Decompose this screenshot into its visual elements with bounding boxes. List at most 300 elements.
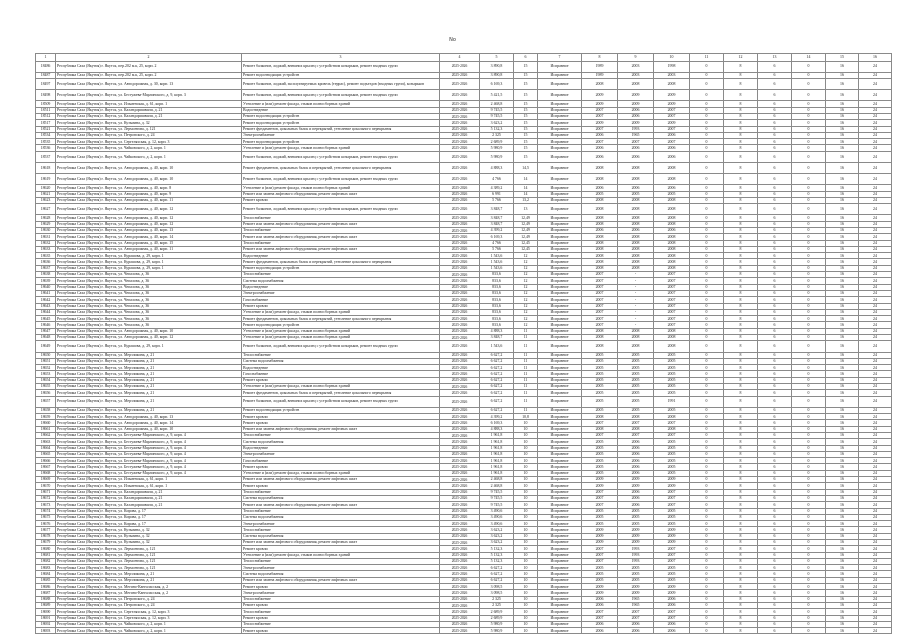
table-cell: 8 xyxy=(724,414,758,420)
table-cell: 18684 xyxy=(36,571,56,577)
table-cell: 2005 xyxy=(654,458,690,464)
table-cell: 16 xyxy=(826,132,859,138)
table-cell: 8 xyxy=(724,396,758,407)
table-cell: 16 xyxy=(826,72,859,78)
table-cell: Исправное xyxy=(538,272,582,278)
table-cell: Ремонт или замена лифтового оборудования, ремонт лифтовых шахт xyxy=(242,191,440,197)
table-cell: 8 xyxy=(724,221,758,227)
table-cell: 2007 xyxy=(582,126,618,132)
table-cell: 4 888,3 xyxy=(480,426,514,432)
table-cell: 2005 xyxy=(582,565,618,571)
table-cell: 18637 xyxy=(36,265,56,271)
table-cell: 2007 xyxy=(582,303,618,309)
table-cell: Теплоснабжение xyxy=(242,352,440,358)
table-cell: 0 xyxy=(690,101,724,107)
table-cell: 0 xyxy=(690,577,724,583)
table-cell: 18661 xyxy=(36,426,56,432)
table-cell: Республика Саха (Якутия) г. Якутск, ул. Каландаришвили, д. 21 xyxy=(56,113,242,119)
table-cell: 8 xyxy=(724,101,758,107)
table-cell: 0 xyxy=(792,303,826,309)
table-cell: 0 xyxy=(690,72,724,78)
table-cell: Республика Саха (Якутия) г. Якутск, ул. Мерзликина, д. 21 xyxy=(56,571,242,577)
table-cell: 18660 xyxy=(36,420,56,426)
table-cell: 16 xyxy=(826,390,859,396)
table-cell: 0 xyxy=(690,126,724,132)
table-cell: Республика Саха (Якутия) г. Якутск, ул. Мерзликина, д. 21 xyxy=(56,377,242,383)
table-cell: 3 848,7 xyxy=(480,215,514,221)
table-cell: 16 xyxy=(826,458,859,464)
table-cell: 24 xyxy=(859,265,892,271)
table-cell: 2006 xyxy=(582,132,618,138)
table-cell: 24 xyxy=(859,458,892,464)
table-cell: 0 xyxy=(792,432,826,438)
table-cell: 0 xyxy=(792,120,826,126)
table-cell: 6 627,2 xyxy=(480,352,514,358)
table-cell: Исправное xyxy=(538,527,582,533)
table-cell: Водоотведение xyxy=(242,284,440,290)
table-cell: 2008 xyxy=(654,328,690,334)
table-cell: 0 xyxy=(690,533,724,539)
table-cell: 0 xyxy=(792,602,826,608)
table-cell: 8 xyxy=(724,596,758,602)
table-body xyxy=(36,61,892,634)
table-cell: Республика Саха (Якутия) г. Якутск, ул. Мерзликина, д. 21 xyxy=(56,371,242,377)
table-cell: Электроснабжение xyxy=(242,451,440,457)
table-cell: 11 xyxy=(514,341,538,352)
table-cell: 0 xyxy=(792,514,826,520)
table-cell: 6 xyxy=(758,191,792,197)
table-cell: 6 xyxy=(758,284,792,290)
table-cell: 3 623,2 xyxy=(480,120,514,126)
table-cell: 0 xyxy=(792,483,826,489)
table-cell: 2005 xyxy=(618,352,654,358)
table-cell: 10 xyxy=(514,609,538,615)
table-cell: 2025-2026 xyxy=(440,162,480,173)
table-cell: 8 xyxy=(724,546,758,552)
table-cell: 8 xyxy=(724,185,758,191)
table-cell: 2006 xyxy=(582,621,618,627)
table-cell: 12 xyxy=(514,297,538,303)
table-cell: 2025-2026 xyxy=(440,527,480,533)
table-cell: Исправное xyxy=(538,101,582,107)
table-cell: 16 xyxy=(826,521,859,527)
table-cell: 8 xyxy=(724,162,758,173)
table-cell: 16 xyxy=(826,602,859,608)
table-cell: 2008 xyxy=(582,414,618,420)
table-cell: 12,49 xyxy=(514,227,538,233)
table-cell: 6 xyxy=(758,390,792,396)
table-cell: Электроснабжение xyxy=(242,590,440,596)
table-cell: Утепление и (или) ремонт фасада, стыков полносборных зданий xyxy=(242,470,440,476)
table-cell: 2025-2026 xyxy=(440,615,480,621)
table-cell: 2005 xyxy=(582,464,618,470)
table-cell: 2007 xyxy=(582,615,618,621)
table-cell: Система водоснабжения xyxy=(242,533,440,539)
table-cell: 10,8 xyxy=(514,414,538,420)
table-cell: 8 xyxy=(724,335,758,341)
table-cell: Республика Саха (Якутия) г. Якутск, ул. Мерзликина, д. 21 xyxy=(56,383,242,389)
table-cell: 2005 xyxy=(654,377,690,383)
table-cell: 0 xyxy=(792,227,826,233)
table-cell: 8 xyxy=(724,139,758,145)
table-cell: Республика Саха (Якутия) г. Якутск, ул. Автодорожная, д. 40, корп. 10 xyxy=(56,174,242,185)
table-cell: Исправное xyxy=(538,78,582,89)
table-cell: 2005 xyxy=(618,521,654,527)
table-cell: 2025-2026 xyxy=(440,107,480,113)
table-cell: 2009 xyxy=(582,90,618,101)
table-cell: Исправное xyxy=(538,615,582,621)
table-cell: 10 xyxy=(514,577,538,583)
table-cell: 18674 xyxy=(36,508,56,514)
table-cell: 0 xyxy=(792,396,826,407)
table-cell: 2007 xyxy=(582,272,618,278)
table-cell: 8 xyxy=(724,341,758,352)
table-cell: 2009 xyxy=(582,477,618,483)
table-cell: 2009 xyxy=(582,540,618,546)
table-cell: Утепление и (или) ремонт фасада, стыков полносборных зданий xyxy=(242,101,440,107)
table-cell: 8 xyxy=(724,61,758,72)
table-cell: 0 xyxy=(792,72,826,78)
table-cell: Республика Саха (Якутия) г. Якутск, ул. Мерзликина, д. 21 xyxy=(56,358,242,364)
table-cell: 24 xyxy=(859,390,892,396)
table-cell: 8 xyxy=(724,278,758,284)
table-cell: 0 xyxy=(792,132,826,138)
table-cell: 24 xyxy=(859,204,892,215)
table-cell: 14 xyxy=(514,174,538,185)
table-cell: Республика Саха (Якутия) г. Якутск, ул. Петровского, д. 24 xyxy=(56,596,242,602)
table-cell: 8 xyxy=(724,602,758,608)
table-cell: 2007 xyxy=(582,546,618,552)
table-cell: 2008 xyxy=(654,240,690,246)
table-cell: Республика Саха (Якутия) г. Якутск, ул. Мегино-Кангаласская, д. 2 xyxy=(56,584,242,590)
table-cell: Исправное xyxy=(538,162,582,173)
table-cell: Исправное xyxy=(538,316,582,322)
table-cell: 3 890,8 xyxy=(480,72,514,78)
table-row xyxy=(36,341,892,352)
table-cell: Республика Саха (Якутия) г. Якутск, ул. Чепалова, д. 36 xyxy=(56,284,242,290)
table-cell: 16 xyxy=(826,495,859,501)
table-cell: 6 xyxy=(758,72,792,78)
table-cell: Республика Саха (Якутия) г. Якутск, ул. Курашова, д. 29, корп. 1 xyxy=(56,265,242,271)
table-cell: 3 623,2 xyxy=(480,540,514,546)
table-cell: 2006 xyxy=(582,151,618,162)
table-cell: 2009 xyxy=(618,477,654,483)
table-cell: 24 xyxy=(859,477,892,483)
table-cell: 16 xyxy=(826,78,859,89)
table-cell: 4 766 xyxy=(480,240,514,246)
table-cell: 0 xyxy=(792,508,826,514)
table-cell: 24 xyxy=(859,72,892,78)
table-cell: 2007 xyxy=(654,495,690,501)
table-cell: 2007 xyxy=(654,309,690,315)
table-cell: - xyxy=(618,309,654,315)
table-cell: 8 xyxy=(724,284,758,290)
table-cell: 2025-2026 xyxy=(440,477,480,483)
table-cell: 8 xyxy=(724,420,758,426)
table-cell: 16 xyxy=(826,328,859,334)
table-cell: Ремонт балконов, лоджий, внешних крылец с устройством козырьков, ремонт входных групп xyxy=(242,396,440,407)
table-cell: 24 xyxy=(859,322,892,328)
table-cell: 2007 xyxy=(618,615,654,621)
column-header: 3 xyxy=(242,54,440,62)
table-cell: Исправное xyxy=(538,414,582,420)
table-cell: 2025-2026 xyxy=(440,303,480,309)
table-cell: Республика Саха (Якутия) г. Якутск, ул. Автодорожная, д. 40, корп. 12 xyxy=(56,215,242,221)
table-cell: 2003 xyxy=(654,72,690,78)
table-cell: 2025-2026 xyxy=(440,596,480,602)
table-cell: 2025-2026 xyxy=(440,253,480,259)
table-cell: 2025-2026 xyxy=(440,533,480,539)
table-cell: 0 xyxy=(690,558,724,564)
table-cell: 16 xyxy=(826,365,859,371)
table-cell: 0 xyxy=(792,191,826,197)
table-cell: 6 xyxy=(758,132,792,138)
table-cell: 16 xyxy=(826,185,859,191)
table-cell: Республика Саха (Якутия) г. Якутск, ул. Автодорожная, д. 40, корп. 10 xyxy=(56,426,242,432)
table-cell: 16 xyxy=(826,621,859,627)
table-cell: 8 xyxy=(724,309,758,315)
table-cell: Исправное xyxy=(538,426,582,432)
table-cell: 24 xyxy=(859,615,892,621)
table-cell: 8 xyxy=(724,458,758,464)
table-cell: 18509 xyxy=(36,101,56,107)
table-cell: 24 xyxy=(859,272,892,278)
table-cell: 0 xyxy=(690,470,724,476)
column-header: 1 xyxy=(36,54,56,62)
table-cell: 0 xyxy=(792,185,826,191)
table-cell: 16 xyxy=(826,303,859,309)
table-cell: 3 890,8 xyxy=(480,61,514,72)
table-cell: 2009 xyxy=(618,101,654,107)
table-cell: 0 xyxy=(690,145,724,151)
table-cell: 18657 xyxy=(36,396,56,407)
table-cell: 24 xyxy=(859,352,892,358)
table-cell: 8 xyxy=(724,571,758,577)
table-cell: 18623 xyxy=(36,197,56,203)
table-cell: 18644 xyxy=(36,309,56,315)
table-cell: 24 xyxy=(859,521,892,527)
table-cell: 2009 xyxy=(654,533,690,539)
table-cell: Исправное xyxy=(538,290,582,296)
table-cell: 2008 xyxy=(618,240,654,246)
table-cell: 2007 xyxy=(582,309,618,315)
table-cell: 0 xyxy=(792,352,826,358)
table-cell: 18647 xyxy=(36,328,56,334)
table-cell: 18682 xyxy=(36,558,56,564)
table-cell: 24 xyxy=(859,145,892,151)
table-cell: Исправное xyxy=(538,322,582,328)
table-cell: 0 xyxy=(690,396,724,407)
table-cell: 0 xyxy=(690,521,724,527)
table-cell: 2009 xyxy=(654,540,690,546)
table-cell: 18687 xyxy=(36,590,56,596)
table-cell: Республика Саха (Якутия) г. Якутск, пер.202 м.к, 25, корп. 2 xyxy=(56,72,242,78)
table-cell: 2 325 xyxy=(480,596,514,602)
table-cell: 8 xyxy=(724,120,758,126)
table-cell: 0 xyxy=(792,489,826,495)
table-cell: 16 xyxy=(826,174,859,185)
table-cell: 16 xyxy=(826,259,859,265)
table-cell: 2025-2026 xyxy=(440,61,480,72)
table-cell: Ремонт кровли xyxy=(242,303,440,309)
table-cell: 4 766 xyxy=(480,174,514,185)
table-cell: 0 xyxy=(792,558,826,564)
column-header: 4 xyxy=(440,54,480,62)
table-cell: 16 xyxy=(826,197,859,203)
table-cell: 0 xyxy=(690,240,724,246)
table-cell: 2025-2026 xyxy=(440,227,480,233)
table-cell: 16 xyxy=(826,240,859,246)
table-cell: 2025-2026 xyxy=(440,426,480,432)
table-cell: 10 xyxy=(514,552,538,558)
table-cell: 24 xyxy=(859,90,892,101)
table-cell: Республика Саха (Якутия) г. Якутск, ул. Кузьмина, д. 32 xyxy=(56,540,242,546)
table-cell: 18487 xyxy=(36,72,56,78)
table-cell: 6 xyxy=(758,365,792,371)
table-cell: 6 627,2 xyxy=(480,396,514,407)
table-cell: Республика Саха (Якутия) г. Якутск, ул. Чепалова, д. 36 xyxy=(56,316,242,322)
column-header: 5 xyxy=(480,54,514,62)
table-cell: 16 xyxy=(826,284,859,290)
table-cell: Республика Саха (Якутия) г. Якутск, ул. Каландаришвили, д. 21 xyxy=(56,107,242,113)
table-cell: 18635 xyxy=(36,253,56,259)
table-cell: Республика Саха (Якутия) г. Якутск, ул. Автодорожная, д. 30, корп. 13 xyxy=(56,78,242,89)
table-cell: 0 xyxy=(792,577,826,583)
table-cell: 16 xyxy=(826,533,859,539)
table-cell: 2005 xyxy=(582,396,618,407)
table-cell: 6 xyxy=(758,558,792,564)
table-cell: 8 xyxy=(724,558,758,564)
table-cell: Ремонт балконов, лоджий, внешних крылец с устройством козырьков, ремонт входных групп xyxy=(242,204,440,215)
table-cell: 18645 xyxy=(36,316,56,322)
table-cell: 18512 xyxy=(36,113,56,119)
table-cell: 2025-2026 xyxy=(440,445,480,451)
table-cell: Ремонт кровли xyxy=(242,197,440,203)
table-cell: 2025-2026 xyxy=(440,558,480,564)
table-cell: 8 xyxy=(724,197,758,203)
table-cell: 0 xyxy=(792,290,826,296)
table-cell: 12,49 xyxy=(514,221,538,227)
table-cell: 10 xyxy=(514,426,538,432)
table-cell: Исправное xyxy=(538,407,582,413)
table-cell: 0 xyxy=(792,540,826,546)
table-cell: 2008 xyxy=(654,414,690,420)
table-cell: 3 848,7 xyxy=(480,221,514,227)
table-cell: 11 xyxy=(514,335,538,341)
table-cell: Ремонт кровли xyxy=(242,377,440,383)
table-cell: 6 xyxy=(758,309,792,315)
table-cell: 10 xyxy=(514,489,538,495)
table-cell: 5 132,3 xyxy=(480,552,514,558)
table-cell: 2007 xyxy=(618,609,654,615)
table-cell: Республика Саха (Якутия) г. Якутск, ул. Чайковского, д. 2, корп. 1 xyxy=(56,151,242,162)
table-cell: Исправное xyxy=(538,365,582,371)
table-cell: 24 xyxy=(859,174,892,185)
table-cell: 16 xyxy=(826,297,859,303)
table-cell: 1965 xyxy=(618,132,654,138)
table-cell: 2005 xyxy=(654,571,690,577)
table-cell: 24 xyxy=(859,420,892,426)
repair-register-table xyxy=(35,53,892,634)
table-cell: 24 xyxy=(859,602,892,608)
table-cell: 2025-2026 xyxy=(440,309,480,315)
table-cell: 2008 xyxy=(618,197,654,203)
table-cell: 8 xyxy=(724,371,758,377)
table-cell: 2005 xyxy=(582,352,618,358)
table-cell: 6 xyxy=(758,139,792,145)
table-cell: Республика Саха (Якутия) г. Якутск, ул. Чепалова, д. 36 xyxy=(56,322,242,328)
table-cell: 12,49 xyxy=(514,215,538,221)
table-cell: 24 xyxy=(859,197,892,203)
table-cell: 16 xyxy=(826,571,859,577)
table-cell: 10 xyxy=(514,558,538,564)
table-cell: 10 xyxy=(514,565,538,571)
table-cell: 2006 xyxy=(582,628,618,634)
table-cell: Исправное xyxy=(538,227,582,233)
table-cell: 2006 xyxy=(618,451,654,457)
table-cell: 6 xyxy=(758,590,792,596)
table-cell: 6 xyxy=(758,426,792,432)
table-cell: 8 xyxy=(724,265,758,271)
table-cell: 2009 xyxy=(654,584,690,590)
table-cell: 2008 xyxy=(582,204,618,215)
table-cell: Электроснабжение xyxy=(242,290,440,296)
table-cell: 833,6 xyxy=(480,278,514,284)
table-cell: 2008 xyxy=(654,341,690,352)
table-cell: 2006 xyxy=(618,185,654,191)
table-cell: Утепление и (или) ремонт фасада, стыков полносборных зданий xyxy=(242,335,440,341)
table-cell: 0 xyxy=(690,383,724,389)
table-cell: Теплоснабжение xyxy=(242,609,440,615)
table-cell: Ремонт водоотводящих устройств xyxy=(242,139,440,145)
table-cell: Исправное xyxy=(538,358,582,364)
table-cell: 16 xyxy=(826,191,859,197)
table-cell: 0 xyxy=(792,546,826,552)
table-cell: 8 xyxy=(724,377,758,383)
table-cell: 2009 xyxy=(618,527,654,533)
table-cell: Республика Саха (Якутия) г. Якутск, ул. Чайковского, д. 2, корп. 1 xyxy=(56,145,242,151)
table-cell: 2025-2026 xyxy=(440,514,480,520)
table-cell: 1989 xyxy=(582,72,618,78)
table-cell: 0 xyxy=(792,151,826,162)
table-cell: 6 169,3 xyxy=(480,234,514,240)
table-cell: 0 xyxy=(690,246,724,252)
table-cell: 6 xyxy=(758,439,792,445)
table-cell: 0 xyxy=(792,521,826,527)
table-cell: 0 xyxy=(690,390,724,396)
table-cell: Ремонт или замена лифтового оборудования, ремонт лифтовых шахт xyxy=(242,221,440,227)
table-cell: 0 xyxy=(792,584,826,590)
table-cell: 8 xyxy=(724,227,758,233)
table-cell: 8 xyxy=(724,240,758,246)
table-cell: 18680 xyxy=(36,546,56,552)
table-cell: Ремонт фундаментов, цокольных балок и перекрытий, утепление цокольного перекрытия xyxy=(242,259,440,265)
page-number: No xyxy=(449,37,456,43)
table-cell: 14 xyxy=(514,191,538,197)
table-cell: 0 xyxy=(792,527,826,533)
table-cell: 6 xyxy=(758,151,792,162)
table-cell: 18652 xyxy=(36,365,56,371)
table-cell: 0 xyxy=(690,90,724,101)
table-cell: 2003 xyxy=(618,61,654,72)
table-cell: 18536 xyxy=(36,145,56,151)
table-cell: Электроснабжение xyxy=(242,132,440,138)
table-cell: 0 xyxy=(690,371,724,377)
table-cell: 2005 xyxy=(582,470,618,476)
table-cell: 2025-2026 xyxy=(440,621,480,627)
table-cell: 2009 xyxy=(618,584,654,590)
table-cell: 24 xyxy=(859,464,892,470)
